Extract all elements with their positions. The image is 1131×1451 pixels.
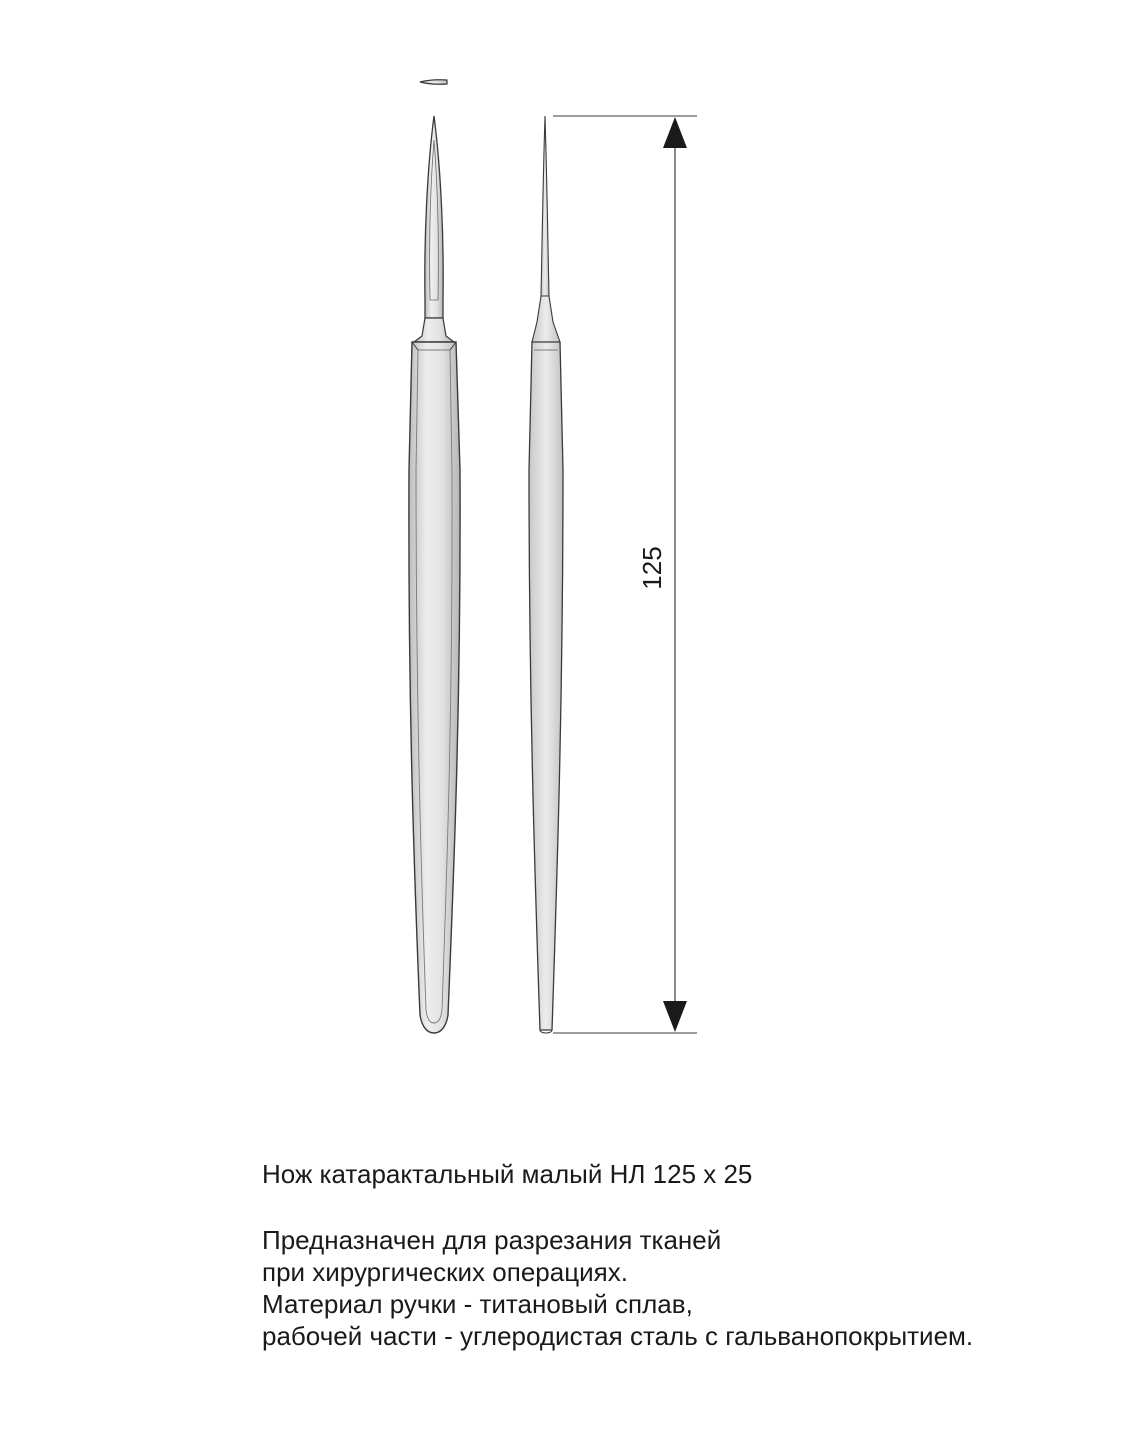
length-dimension — [553, 116, 697, 1033]
description-line: рабочей части - углеродистая сталь с гальванопокрытием. — [262, 1321, 974, 1351]
knife-front-view — [409, 116, 460, 1033]
dimension-value: 125 — [637, 546, 667, 590]
knife-blade-side — [541, 116, 549, 296]
description-line: Материал ручки - титановый сплав, — [262, 1289, 693, 1319]
description-line: при хирургических операциях. — [262, 1257, 628, 1287]
knife-side-view — [529, 116, 563, 1033]
product-description — [262, 1224, 973, 1352]
knife-neck-side — [532, 296, 560, 342]
arrow-down-icon — [663, 1001, 687, 1032]
arrow-up-icon — [663, 117, 687, 148]
knife-handle-side — [529, 342, 563, 1030]
description-line: Предназначен для разрезания тканей — [262, 1225, 722, 1255]
knife-blade-front — [425, 116, 443, 318]
product-title: Нож катарактальный малый НЛ 125 x 25 — [262, 1159, 753, 1189]
blade-section-detail — [420, 80, 447, 85]
knife-neck-front — [414, 318, 454, 342]
